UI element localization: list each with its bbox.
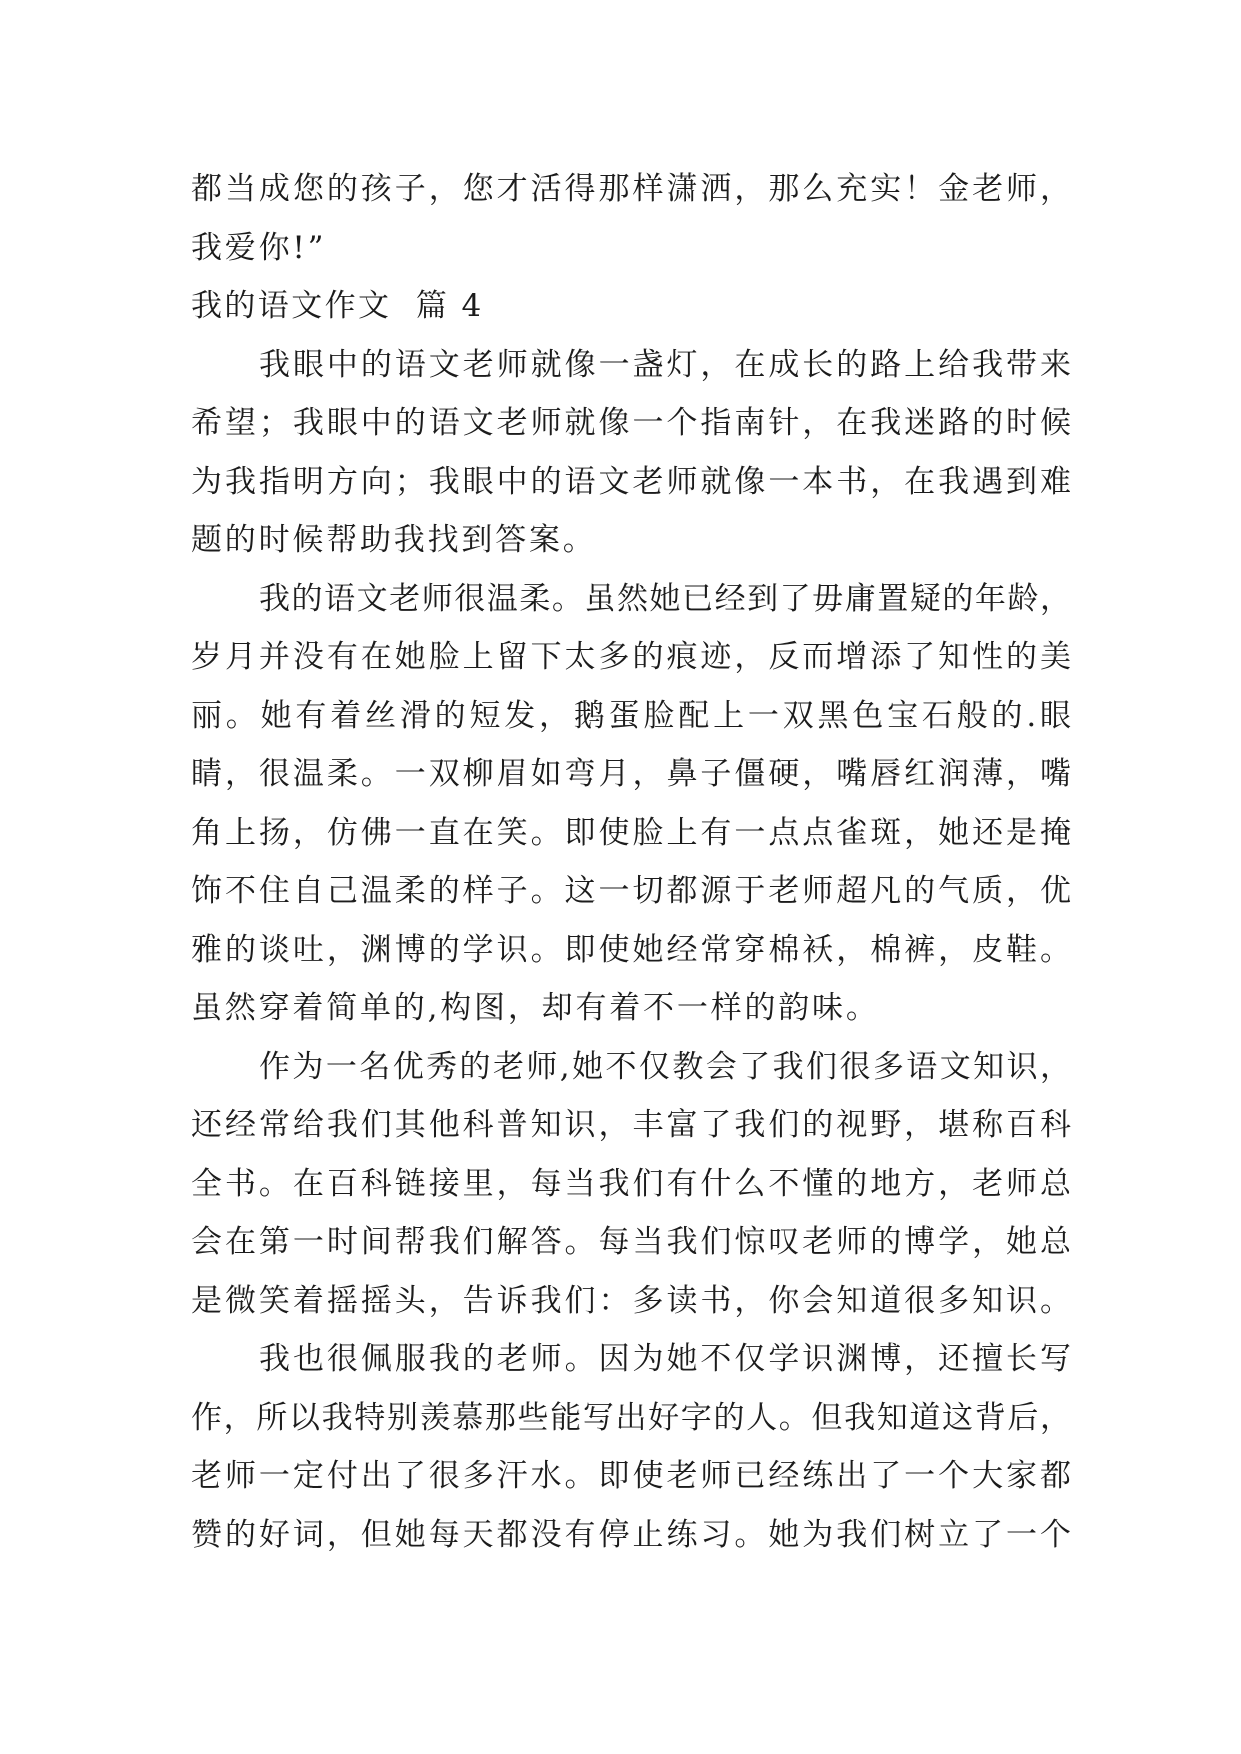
paragraph-first-line: 我也很佩服我的老师。因为她不仅学识渊博，还擅长写 <box>259 1341 1071 1377</box>
text-line: 会在第一时间帮我们解答。每当我们惊叹老师的博学，她总 <box>191 1224 1071 1260</box>
text-line: 我爱你!” <box>191 229 327 266</box>
document-body <box>191 160 1071 1564</box>
section-title: 我的语文作文 篇 4 <box>191 288 484 324</box>
text-line: 角上扬，仿佛一直在笑。即使脸上有一点点雀斑，她还是掩 <box>191 814 1071 851</box>
text-line: 虽然穿着简单的,构图，却有着不一样的韵味。 <box>191 990 880 1026</box>
text-line: 岁月并没有在她脸上留下太多的痕迹，反而增添了知性的美 <box>191 639 1071 675</box>
text-line: 都当成您的孩子，您才活得那样潇洒，那么充实！金老师， <box>191 171 1071 207</box>
text-line: 还经常给我们其他科普知识，丰富了我们的视野，堪称百科 <box>191 1107 1071 1143</box>
text-line: 赞的好词，但她每天都没有停止练习。她为我们树立了一个 <box>191 1516 1071 1553</box>
text-line: 作，所以我特别羡慕那些能写出好字的人。但我知道这背后， <box>191 1399 1071 1436</box>
text-line: 题的时候帮助我找到答案。 <box>191 522 597 558</box>
paragraph-first-line: 我眼中的语文老师就像一盏灯，在成长的路上给我带来 <box>259 346 1071 383</box>
paragraph-first-line: 我的语文老师很温柔。虽然她已经到了毋庸置疑的年龄， <box>259 580 1071 617</box>
text-line: 是微笑着摇摇头，告诉我们：多读书，你会知道很多知识。 <box>191 1282 1071 1319</box>
text-line: 丽。她有着丝滑的短发，鹅蛋脸配上一双黑色宝石般的.眼 <box>191 697 1071 734</box>
text-line: 睛，很温柔。一双柳眉如弯月，鼻子僵硬，嘴唇红润薄，嘴 <box>191 756 1071 792</box>
paragraph-first-line: 作为一名优秀的老师,她不仅教会了我们很多语文知识， <box>259 1048 1071 1085</box>
text-line: 雅的谈吐，渊博的学识。即使她经常穿棉袄，棉裤，皮鞋。 <box>191 931 1071 968</box>
text-line: 全书。在百科链接里，每当我们有什么不懂的地方，老师总 <box>191 1165 1071 1202</box>
text-line: 希望；我眼中的语文老师就像一个指南针，在我迷路的时候 <box>191 405 1071 441</box>
text-line: 饰不住自己温柔的样子。这一切都源于老师超凡的气质，优 <box>191 873 1071 909</box>
text-line: 为我指明方向；我眼中的语文老师就像一本书，在我遇到难 <box>191 463 1071 500</box>
text-line: 老师一定付出了很多汗水。即使老师已经练出了一个大家都 <box>191 1458 1071 1494</box>
